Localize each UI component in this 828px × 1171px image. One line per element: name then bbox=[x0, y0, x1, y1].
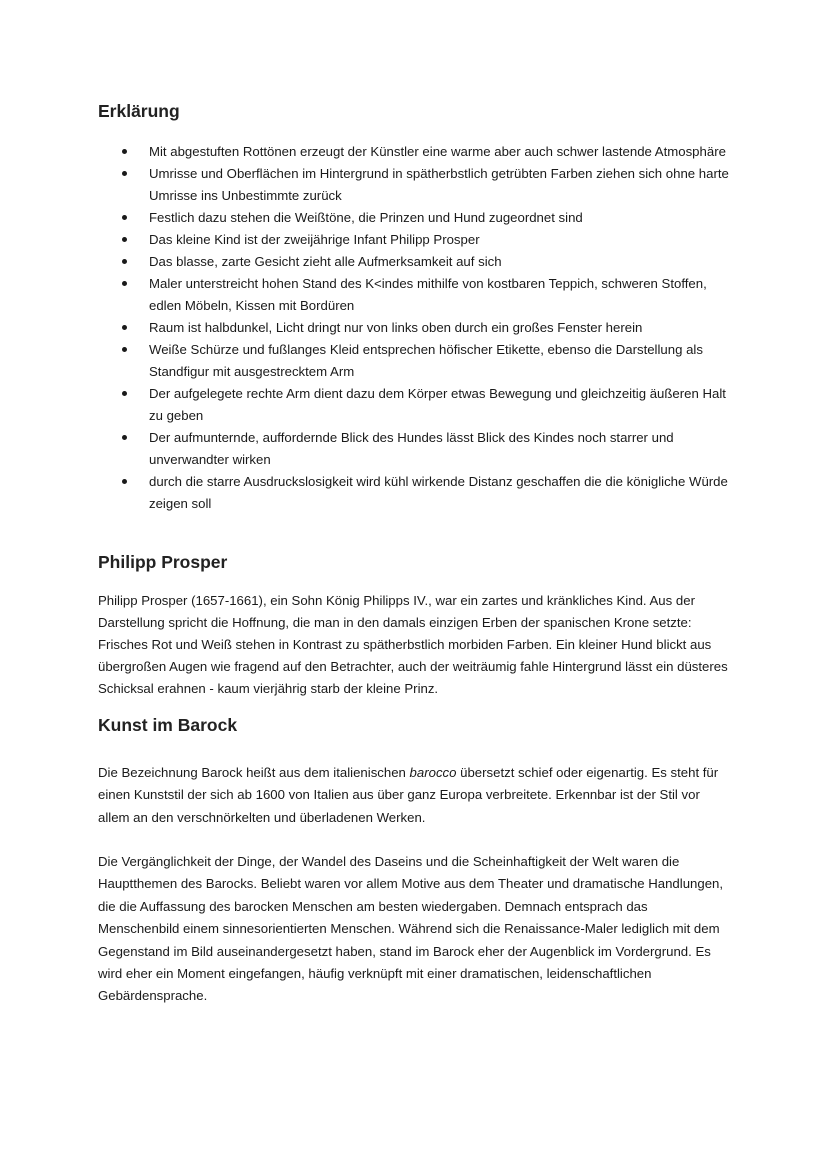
bullet-item bbox=[98, 427, 730, 471]
bullet-item bbox=[98, 383, 730, 427]
bullet-text: Umrisse und Oberflächen im Hintergrund in spätherbstlich getrübten Farben ziehen sich ohne harte Umrisse ins Unbestimmte zurück bbox=[149, 166, 729, 203]
bullet-item bbox=[98, 163, 730, 207]
bullet-item bbox=[98, 229, 730, 251]
philipp-prosper-paragraph: Philipp Prosper (1657-1661), ein Sohn König Philipps IV., war ein zartes und kränkliches Kind. Aus der Darstellung spricht die Hoffnung, die man in den damals einzigen Erben der spanischen Krone setzte: Frisches Rot und Weiß stehen in Kontrast zu spätherbstlich morbiden Farben. Ein kleiner Hund blickt aus übergroßen Augen wie fragend auf den Betrachter, auch der weiträumig fahle Hintergrund lässt ein düsteres Schicksal erahnen - kaum vierjährig starb der kleine Prinz. bbox=[98, 593, 728, 696]
bullet-text: Mit abgestuften Rottönen erzeugt der Künstler eine warme aber auch schwer lastende Atmosphäre bbox=[149, 144, 726, 159]
bullet-item bbox=[98, 207, 730, 229]
bullet-item bbox=[98, 251, 730, 273]
bullet-dot-icon bbox=[122, 479, 127, 484]
bullet-text: Das kleine Kind ist der zweijährige Infant Philipp Prosper bbox=[149, 232, 480, 247]
bullet-dot-icon bbox=[122, 325, 127, 330]
bullet-text: Festlich dazu stehen die Weißtöne, die Prinzen und Hund zugeordnet sind bbox=[149, 210, 583, 225]
bullet-item bbox=[98, 141, 730, 163]
barock-paragraph-1-italic-term: barocco bbox=[409, 765, 457, 780]
barock-paragraph-1 bbox=[98, 762, 730, 829]
bullet-item bbox=[98, 471, 730, 515]
erklaerung-bullet-list bbox=[98, 141, 730, 515]
bullet-text: Weiße Schürze und fußlanges Kleid entsprechen höfischer Etikette, ebenso die Darstellung als Standfigur mit ausgestrecktem Arm bbox=[149, 342, 703, 379]
section-heading-erklaerung: Erklärung bbox=[98, 101, 180, 121]
bullet-text: Der aufgelegete rechte Arm dient dazu dem Körper etwas Bewegung und gleichzeitig äußeren Halt zu geben bbox=[149, 386, 726, 423]
bullet-dot-icon bbox=[122, 149, 127, 154]
bullet-item bbox=[98, 317, 730, 339]
bullet-item bbox=[98, 273, 730, 317]
bullet-dot-icon bbox=[122, 391, 127, 396]
bullet-dot-icon bbox=[122, 281, 127, 286]
bullet-text: Raum ist halbdunkel, Licht dringt nur von links oben durch ein großes Fenster herein bbox=[149, 320, 643, 335]
bullet-text: Das blasse, zarte Gesicht zieht alle Aufmerksamkeit auf sich bbox=[149, 254, 502, 269]
bullet-text: Maler unterstreicht hohen Stand des K<indes mithilfe von kostbaren Teppich, schweren Stoffen, edlen Möbeln, Kissen mit Bordüren bbox=[149, 276, 707, 313]
barock-paragraph-1-end: übersetzt schief oder eigenartig. Es steht für einen Kunststil der sich ab 1600 von Italien aus über ganz Europa verbreitete. Erkennbar ist der Stil vor allem an den verschnörkelten und überladenen Werken. bbox=[98, 765, 719, 825]
bullet-dot-icon bbox=[122, 237, 127, 242]
bullet-item bbox=[98, 339, 730, 383]
section-heading-kunst-im-barock: Kunst im Barock bbox=[98, 715, 238, 735]
bullet-dot-icon bbox=[122, 435, 127, 440]
barock-paragraph-2: Die Vergänglichkeit der Dinge, der Wandel des Daseins und die Scheinhaftigkeit der Welt waren die Hauptthemen des Barocks. Beliebt waren vor allem Motive aus dem Theater und dramatische Handlungen, die die Auffassung des barocken Menschen am besten wiedergaben. Demnach entsprach das Menschenbild einem sinnesorientierten Menschen. Während sich die Renaissance-Maler lediglich mit dem Gegenstand im Bild auseinandergesetzt haben, stand im Barock eher der Augenblick im Vordergrund. Es wird eher ein Moment eingefangen, häufig verknüpft mit einer dramatischen, leidenschaftlichen Gebärdensprache. bbox=[98, 854, 724, 1004]
bullet-text: Der aufmunternde, auffordernde Blick des Hundes lässt Blick des Kindes noch starrer und unverwandter wirken bbox=[149, 430, 674, 467]
bullet-text: durch die starre Ausdruckslosigkeit wird kühl wirkende Distanz geschaffen die die königliche Würde zeigen soll bbox=[149, 474, 728, 511]
bullet-dot-icon bbox=[122, 171, 127, 176]
barock-paragraph-1-start: Die Bezeichnung Barock heißt aus dem italienischen bbox=[98, 765, 410, 780]
bullet-dot-icon bbox=[122, 259, 127, 264]
section-heading-philipp-prosper: Philipp Prosper bbox=[98, 552, 228, 572]
bullet-dot-icon bbox=[122, 215, 127, 220]
bullet-dot-icon bbox=[122, 347, 127, 352]
